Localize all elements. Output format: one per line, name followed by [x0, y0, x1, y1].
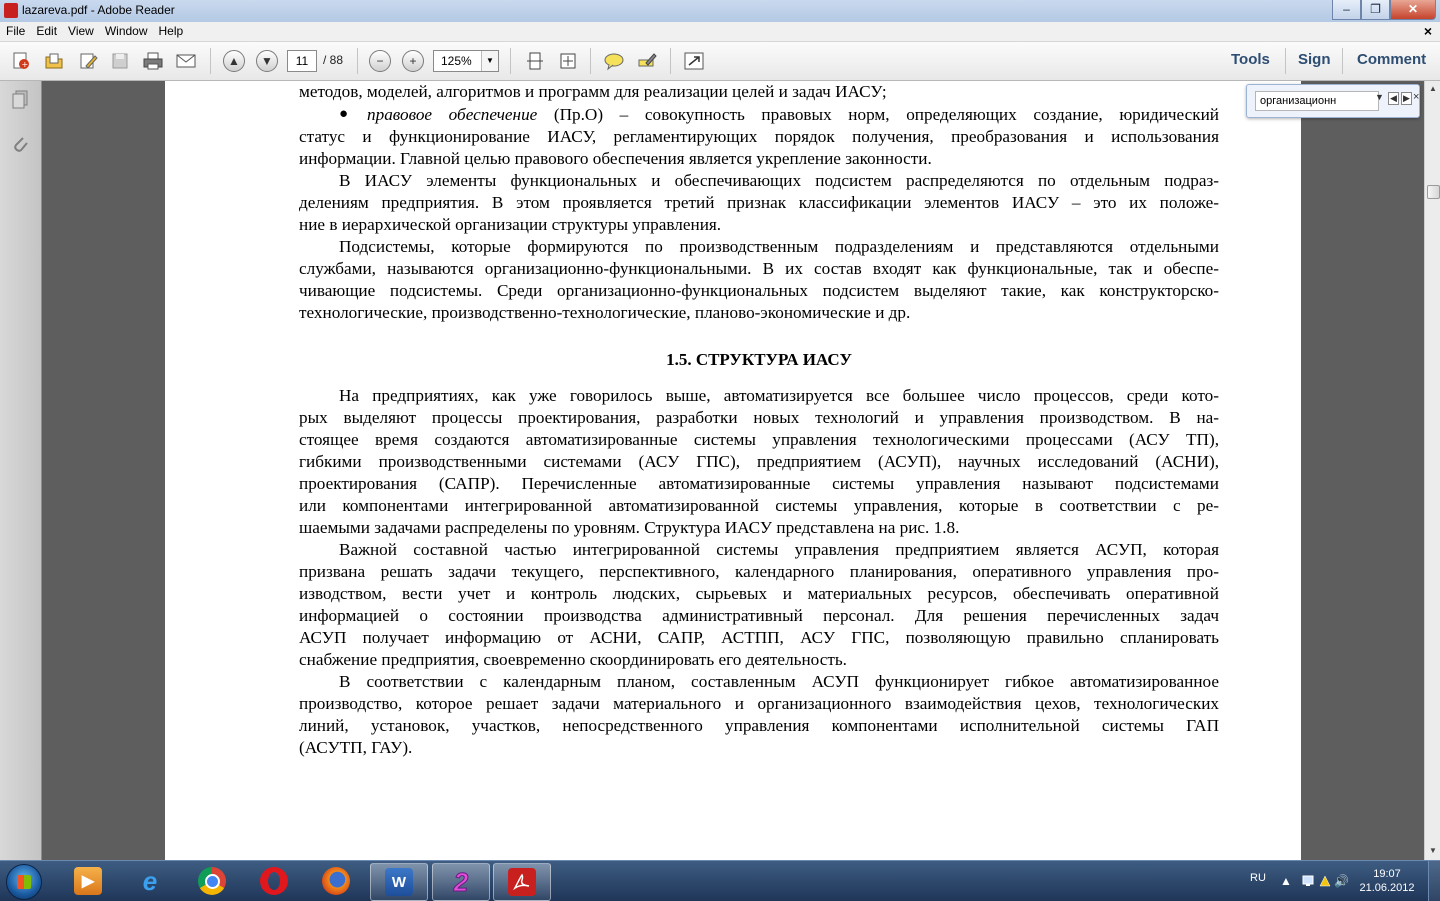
start-button[interactable]	[6, 864, 42, 900]
close-document-icon[interactable]: ×	[1423, 23, 1432, 39]
text-line: Подсистемы, которые формируются по производственным подразделениям и представляются отдельными	[339, 237, 1219, 256]
find-options-chevron-icon[interactable]: ▼	[1375, 92, 1384, 102]
open-icon[interactable]	[43, 51, 65, 71]
taskbar-chrome[interactable]	[184, 863, 240, 899]
text-line: В соответствии с календарным планом, составленным АСУП функционирует гибкое автоматизированное	[339, 672, 1219, 691]
zoom-select[interactable]	[433, 50, 499, 72]
section-heading: 1.5. СТРУКТУРА ИАСУ	[666, 350, 852, 369]
language-indicator[interactable]: RU	[1250, 872, 1266, 884]
zoom-out-icon[interactable]: −	[369, 50, 391, 72]
email-icon[interactable]	[175, 51, 197, 71]
toolbar-separator	[590, 48, 591, 74]
text-line: призвана решать задачи текущего, перспективного, календарного планирования, оперативного управления про-	[299, 562, 1219, 581]
find-close-icon[interactable]: ×	[1413, 91, 1420, 103]
svg-text:+: +	[21, 60, 29, 69]
clock-time: 19:07	[1373, 868, 1401, 880]
toolbar-separator	[510, 48, 511, 74]
text-line: снабжение предприятия, своевременно скоординировать его деятельность.	[299, 650, 847, 669]
menu-help[interactable]: Help	[158, 24, 184, 38]
save-icon[interactable]	[109, 51, 131, 71]
fit-page-icon[interactable]	[524, 51, 546, 71]
minimize-button[interactable]: –	[1332, 0, 1361, 20]
adobe-reader-app-icon	[4, 3, 18, 18]
taskbar-opera[interactable]	[246, 863, 302, 899]
text-line: технологические, производственно-технологические, планово-экономические и др.	[299, 303, 911, 322]
window-title: lazareva.pdf - Adobe Reader	[22, 3, 175, 17]
chevron-down-icon[interactable]: ▼	[481, 51, 498, 71]
chrome-icon	[198, 867, 226, 895]
toolbar-separator	[210, 48, 211, 74]
tab-tools[interactable]: Tools	[1231, 51, 1270, 68]
vertical-scrollbar[interactable]	[1424, 81, 1440, 860]
word-icon: W	[385, 868, 413, 896]
taskbar-internet-explorer[interactable]	[122, 863, 178, 899]
text-line: статус и функционирование ИАСУ, регламентирующих порядок получения, преобразования и использования	[299, 127, 1219, 146]
text-line: На предприятиях, как уже говорилось выше, автоматизируется все большее число процессов, среди кото-	[339, 386, 1219, 405]
toolbar-separator	[1342, 48, 1343, 74]
fit-width-icon[interactable]	[557, 51, 579, 71]
menu-view[interactable]: View	[68, 24, 94, 38]
bullet-first-line	[367, 104, 1219, 126]
menu-bar	[0, 22, 1440, 42]
taskbar	[0, 860, 1440, 901]
text-line: линий, установок, участков, непосредственного управления компонентами исполнительной системы ГАП	[299, 716, 1219, 735]
text-line: проектирования (САПР). Перечисленные автоматизированные системы управления называют подсистемами	[299, 474, 1219, 493]
page-total: / 88	[323, 53, 344, 67]
bullet-first-line-rest: (Пр.О) – совокупность правовых норм, определяющих создание, юридический	[537, 105, 1219, 124]
menu-window[interactable]: Window	[104, 24, 148, 38]
toolbar-separator	[1285, 48, 1286, 74]
volume-icon[interactable]: 🔊	[1334, 874, 1349, 888]
menu-file[interactable]: File	[6, 24, 26, 38]
text-line: В ИАСУ элементы функциональных и обеспечивающих подсистем распределяются по отдельным подраз-	[339, 171, 1219, 190]
sticky-note-icon[interactable]	[603, 51, 625, 71]
tray-expand-icon[interactable]: ▲	[1280, 874, 1292, 888]
app-2-icon: 2	[453, 866, 469, 897]
title-bar	[0, 0, 1440, 23]
text-line: службами, называются организационно-функциональными. В их состав входят как функциональные, так и обеспе-	[299, 259, 1219, 278]
taskbar-app-2[interactable]	[432, 863, 490, 901]
taskbar-adobe-reader[interactable]	[493, 863, 551, 901]
window-controls	[1332, 0, 1436, 20]
zoom-in-icon[interactable]: +	[402, 50, 424, 72]
system-clock[interactable]	[1354, 867, 1420, 895]
scroll-up-icon[interactable]: ▲	[1429, 84, 1437, 93]
maximize-button[interactable]: ❐	[1361, 0, 1390, 20]
text-line: делениям предприятия. В этом проявляется третий признак классификации элементов ИАСУ – это их положе-	[299, 193, 1219, 212]
menu-edit[interactable]: Edit	[36, 24, 58, 38]
expand-icon[interactable]	[683, 51, 705, 71]
taskbar-firefox[interactable]	[308, 863, 364, 899]
find-bar	[1246, 84, 1420, 118]
page-thumbnails-icon[interactable]	[9, 89, 31, 111]
tab-comment[interactable]: Comment	[1357, 51, 1427, 68]
next-page-icon[interactable]: ▼	[256, 50, 278, 72]
text-line: информации. Главной целью правового обеспечения является укрепление законности.	[299, 149, 932, 168]
previous-page-icon[interactable]: ▲	[223, 50, 245, 72]
adobe-reader-icon	[508, 868, 536, 896]
text-line: (АСУТП, ГАУ).	[299, 738, 413, 757]
find-next-icon[interactable]: ▶	[1403, 93, 1410, 103]
internet-explorer-icon: e	[142, 865, 158, 896]
scroll-thumb[interactable]	[1427, 185, 1440, 199]
text-line: или компонентами интегрированной автоматизированной системы управления, которые в соответствии с ре-	[299, 496, 1219, 515]
show-desktop-button[interactable]	[1428, 861, 1440, 901]
windows-logo-icon	[17, 875, 31, 889]
bullet-term: правовое обеспечение	[367, 105, 538, 124]
text-line: методов, моделей, алгоритмов и программ для реализации целей и задач ИАСУ;	[299, 82, 887, 101]
page-number-input[interactable]: 11	[287, 50, 317, 72]
bullet-icon: ●	[339, 105, 349, 122]
text-line: информацией о состоянии производства административный персонал. Для решения перечисленных задач	[299, 606, 1219, 625]
toolbar-separator	[670, 48, 671, 74]
toolbar	[0, 42, 1440, 81]
clock-date: 21.06.2012	[1359, 882, 1415, 894]
scroll-down-icon[interactable]: ▼	[1429, 846, 1437, 855]
highlight-icon[interactable]	[636, 51, 658, 71]
text-line: чивающие подсистемы. Среди организационно-функциональных подсистем выделяют такие, как конструкторско-	[299, 281, 1219, 300]
network-icon[interactable]	[1302, 874, 1316, 891]
tab-sign[interactable]: Sign	[1298, 51, 1331, 68]
text-line: АСУП получает информацию от АСНИ, САПР, АСТПП, АСУ ГПС, позволяющую правильно спланировать	[299, 628, 1219, 647]
taskbar-media-player[interactable]	[60, 863, 116, 899]
text-line: Важной составной частью интегрированной системы управления предприятием является АСУП, которая	[339, 540, 1219, 559]
text-line: ние в иерархической организации структуры управления.	[299, 215, 722, 234]
media-player-icon: ▶	[74, 867, 102, 895]
print-icon[interactable]	[142, 51, 164, 71]
attachments-icon[interactable]	[9, 133, 31, 155]
firefox-icon	[322, 867, 350, 895]
taskbar-word[interactable]	[370, 863, 428, 901]
close-button[interactable]: ✕	[1390, 0, 1436, 20]
edit-icon[interactable]	[77, 51, 99, 71]
toolbar-separator	[357, 48, 358, 74]
text-line: стоящее время создаются автоматизированные системы управления технологическими процессами (АСУ ТП),	[299, 430, 1219, 449]
document-page	[165, 81, 1301, 860]
navigation-pane	[0, 81, 42, 860]
create-pdf-icon[interactable]	[10, 51, 32, 71]
text-line: шаемыми задачами распределены по уровням. Структура ИАСУ представлена на рис. 1.8.	[299, 518, 960, 537]
find-input[interactable]: организационн	[1255, 91, 1379, 111]
text-line: изводством, вести учет и контроль людских, сырьевых и материальных ресурсов, обеспечивать оперативной	[299, 584, 1219, 603]
opera-icon	[260, 867, 288, 895]
action-center-icon[interactable]	[1318, 874, 1332, 891]
zoom-value: 125%	[441, 54, 472, 68]
text-line: рых выделяют процессы проектирования, разработки новых технологий и управления производством. В на-	[299, 408, 1219, 427]
text-line: гибкими производственными системами (АСУ ГПС), предприятием (АСУП), научных исследований (АСНИ),	[299, 452, 1219, 471]
find-previous-icon[interactable]: ◀	[1390, 93, 1397, 103]
text-line: производство, которое решает задачи материального и организационного взаимодействия цехов, технологических	[299, 694, 1219, 713]
